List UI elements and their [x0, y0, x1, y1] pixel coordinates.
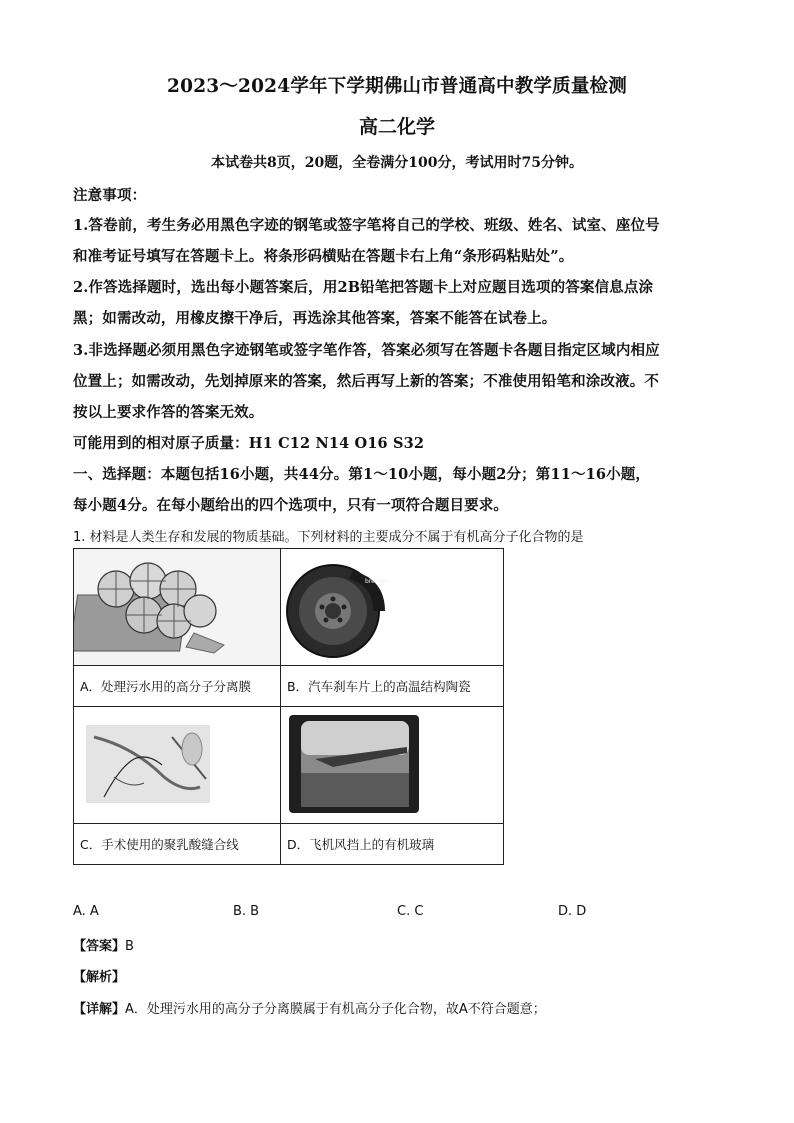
detail-line	[73, 998, 546, 1017]
option-b-image-cell	[281, 549, 504, 666]
notes-line: 位置上；如需改动，先划掉原来的答案，然后再写上新的答案；不准使用铅笔和涂改液。不	[73, 373, 659, 390]
section-heading-line: 每小题4分。在每小题给出的四个选项中，只有一项符合题目要求。	[73, 497, 509, 514]
answer-option-b: B. B	[233, 904, 260, 919]
notes-line: 3.非选择题必须用黑色字迹钢笔或签字笔作答，答案必须写在答题卡各题目指定区域内相应	[73, 342, 660, 359]
answer-option-d: D. D	[558, 904, 587, 919]
notes-line: 黑；如需改动，用橡皮擦干净后，再选涂其他答案，答案不能答在试卷上。	[73, 310, 557, 327]
option-b-label: B．汽车刹车片上的高温结构陶瓷	[281, 666, 504, 707]
exam-info: 本试卷共8页，20题，全卷满分100分，考试用时75分钟。	[211, 155, 583, 171]
answer-value: B	[125, 939, 134, 954]
analysis-tag: 【解析】	[73, 970, 126, 985]
option-c-label: C．手术使用的聚乳酸缝合线	[74, 824, 281, 865]
option-a-label: A．处理污水用的高分子分离膜	[74, 666, 281, 707]
option-a-image-cell	[74, 549, 281, 666]
notes-line: 按以上要求作答的答案无效。	[73, 404, 264, 421]
answer-tag: 【答案】	[73, 939, 126, 954]
option-d-image-cell	[281, 707, 504, 824]
option-c-image-cell	[74, 707, 281, 824]
brake-disc-image	[281, 549, 503, 665]
suture-image	[74, 707, 280, 823]
membrane-tubes-image	[74, 549, 280, 665]
options-table	[73, 548, 504, 865]
detail-tag: 【详解】	[73, 1002, 126, 1017]
notes-line: 和准考证号填写在答题卡上。将条形码横贴在答题卡右上角“条形码粘贴处”。	[73, 248, 574, 265]
notes-heading: 注意事项：	[73, 187, 147, 204]
question-stem: 1. 材料是人类生存和发展的物质基础。下列材料的主要成分不属于有机高分子化合物的是	[73, 530, 584, 545]
answer-option-a: A. A	[73, 904, 99, 919]
notes-line: 1.答卷前，考生务必用黑色字迹的钢笔或签字笔将自己的学校、班级、姓名、试室、座位号	[73, 217, 660, 234]
option-d-label: D．飞机风挡上的有机玻璃	[281, 824, 504, 865]
atomic-mass-line: 可能用到的相对原子质量：H1 C12 N14 O16 S32	[73, 435, 425, 452]
detail-text: A．处理污水用的高分子分离膜属于有机高分子化合物，故A不符合题意；	[125, 1002, 546, 1017]
answer-line	[73, 935, 134, 954]
aircraft-window-image	[281, 707, 503, 823]
svg-text:brembo: brembo	[365, 578, 389, 585]
analysis-line	[73, 966, 125, 985]
section-heading-line: 一、选择题：本题包括16小题，共44分。第1～10小题，每小题2分；第11～16小题，	[73, 466, 651, 483]
exam-subject: 高二化学	[358, 116, 435, 138]
exam-title: 2023～2024学年下学期佛山市普通高中教学质量检测	[167, 76, 627, 97]
notes-line: 2.作答选择题时，选出每小题答案后，用2B铅笔把答题卡上对应题目选项的答案信息点涂	[73, 279, 654, 296]
answer-option-c: C. C	[397, 904, 424, 919]
